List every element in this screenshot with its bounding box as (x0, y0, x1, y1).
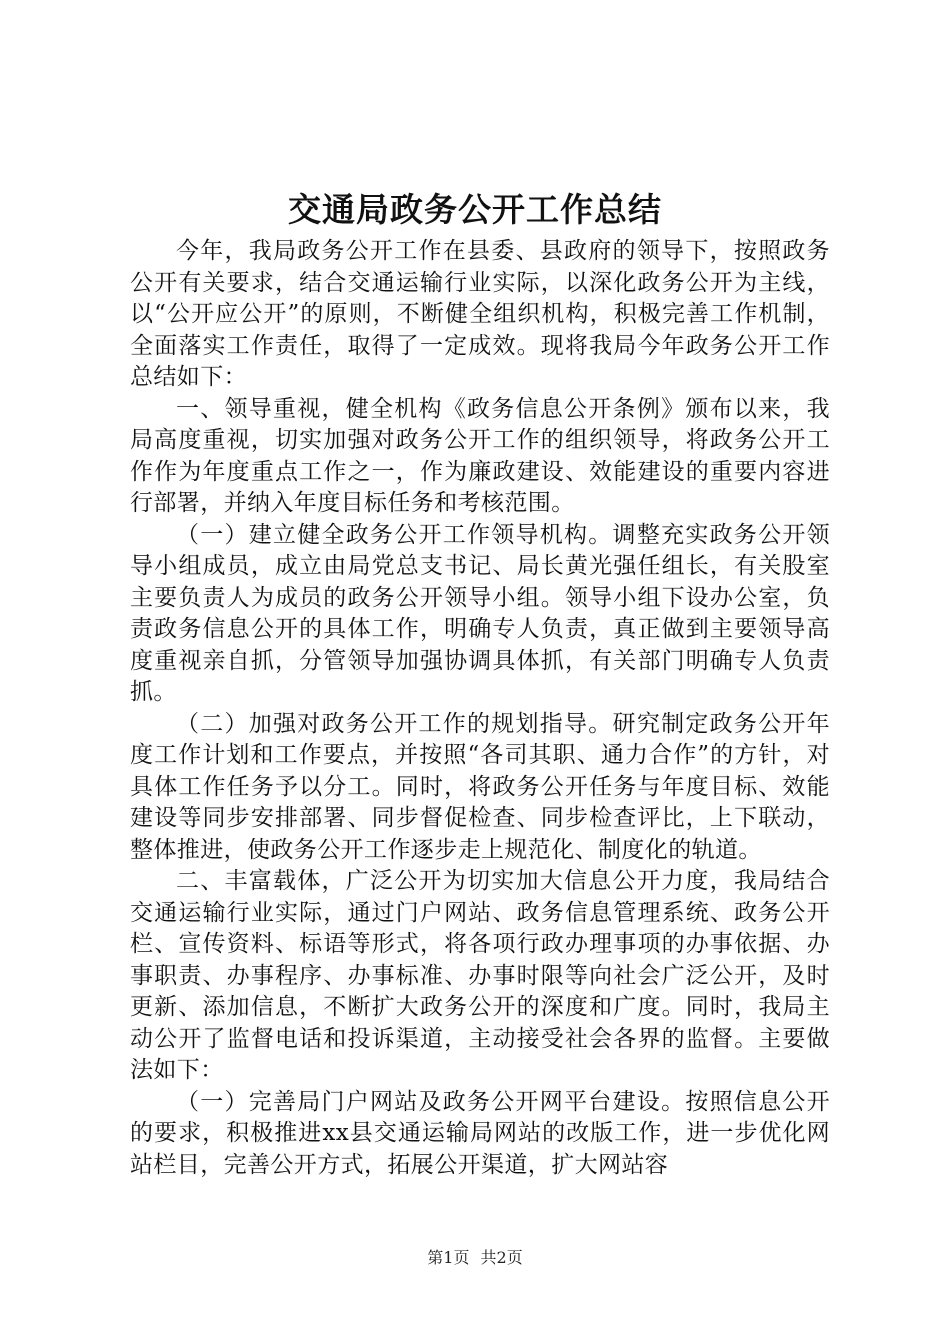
page-number: 第1页 (427, 1248, 470, 1267)
paragraph-section-2-item-1: （一）完善局门户网站及政务公开网平台建设。按照信息公开的要求，积极推进xx县交通运输局网站的改版工作，进一步优化网站栏目，完善公开方式，拓展公开渠道，扩大网站容 (130, 1088, 830, 1178)
paragraph-section-1: 一、领导重视，健全机构《政务信息公开条例》颁布以来，我局高度重视，切实加强对政务公开工作的组织领导，将政务公开工作作为年度重点工作之一，作为廉政建设、效能建设的重要内容进行部署，并纳入年度目标任务和考核范围。 (130, 395, 830, 516)
page-footer (0, 1245, 950, 1268)
paragraph-section-1-item-1: （一）建立健全政务公开工作领导机构。调整充实政务公开领导小组成员，成立由局党总支书记、局长黄光强任组长，有关股室主要负责人为成员的政务公开领导小组。领导小组下设办公室，负责政务信息公开的具体工作，明确专人负责，真正做到主要领导高度重视亲自抓，分管领导加强协调具体抓，有关部门明确专人负责抓。 (130, 521, 830, 705)
paragraph-section-1-item-2: （二）加强对政务公开工作的规划指导。研究制定政务公开年度工作计划和工作要点，并按照“各司其职、通力合作”的方针，对具体工作任务予以分工。同时，将政务公开任务与年度目标、效能建设等同步安排部署、同步督促检查、同步检查评比，上下联动，整体推进，使政务公开工作逐步走上规范化、制度化的轨道。 (130, 710, 830, 863)
document-title: 交通局政务公开工作总结 (288, 190, 662, 229)
page-total: 共2页 (480, 1248, 523, 1267)
document-body (130, 236, 830, 1181)
paragraph-intro: 今年，我局政务公开工作在县委、县政府的领导下，按照政务公开有关要求，结合交通运输行业实际，以深化政务公开为主线，以“公开应公开”的原则，不断健全组织机构，积极完善工作机制，全面落实工作责任，取得了一定成效。现将我局今年政务公开工作总结如下： (130, 238, 830, 390)
paragraph-section-2: 二、丰富载体，广泛公开为切实加大信息公开力度，我局结合交通运输行业实际，通过门户网站、政务信息管理系统、政务公开栏、宣传资料、标语等形式，将各项行政办理事项的办事依据、办事职责、办事程序、办事标准、办事时限等向社会广泛公开，及时更新、添加信息，不断扩大政务公开的深度和广度。同时，我局主动公开了监督电话和投诉渠道，主动接受社会各界的监督。主要做法如下： (130, 868, 830, 1083)
